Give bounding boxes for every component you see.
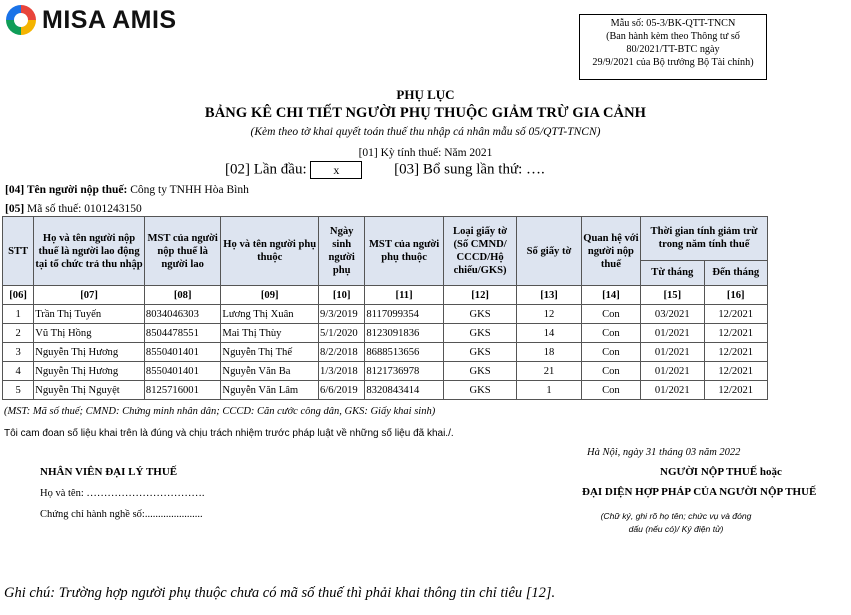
form-circular: 80/2021/TT-BTC ngày [626, 44, 720, 55]
code-row [3, 286, 768, 305]
signature-hint-line: (Chữ ký, ghi rõ họ tên; chức vụ và đóng [600, 511, 752, 521]
cell-employee: Trần Thị Tuyến [34, 305, 145, 324]
cell-doc-type: GKS [443, 324, 516, 343]
cell-dob: 9/3/2019 [319, 305, 365, 324]
taxpayer-code-value: Mã số thuế: 0101243150 [24, 203, 142, 215]
cell-doc-no: 21 [517, 362, 581, 381]
tax-period-code: [01] [358, 147, 378, 159]
cell-doc-type: GKS [443, 305, 516, 324]
appendix-title: PHỤ LỤC [396, 87, 455, 102]
signing-date: Hà Nội, ngày 31 tháng 03 năm 2022 [587, 447, 741, 458]
code-cell: [15] [641, 286, 704, 305]
table-row [3, 381, 768, 400]
cell-from: 01/2021 [641, 324, 704, 343]
signature-hint [586, 510, 766, 536]
form-ministry: 29/9/2021 của Bộ trưởng Bộ Tài chính) [592, 57, 754, 68]
taxpayer-code-row [5, 203, 142, 215]
cell-stt: 2 [3, 324, 34, 343]
code-cell: [11] [365, 286, 444, 305]
cell-doc-no: 1 [517, 381, 581, 400]
cell-doc-no: 12 [517, 305, 581, 324]
header-dependent: Họ và tên người phụ thuộc [221, 217, 319, 286]
cell-relation: Con [581, 362, 640, 381]
cell-dob: 1/3/2018 [319, 362, 365, 381]
cell-dob: 5/1/2020 [319, 324, 365, 343]
cell-from: 01/2021 [641, 381, 704, 400]
cell-dependent-mst: 8320843414 [365, 381, 444, 400]
code-cell: [16] [704, 286, 768, 305]
cell-dependent: Nguyễn Văn Lâm [221, 381, 319, 400]
supplement-label: [03] Bổ sung lần thứ: …. [394, 161, 545, 178]
cell-doc-type: GKS [443, 362, 516, 381]
table-row [3, 324, 768, 343]
agent-title: NHÂN VIÊN ĐẠI LÝ THUẾ [40, 466, 178, 478]
first-time-checkbox[interactable]: x [310, 161, 362, 179]
taxpayer-code-label: [05] [5, 203, 25, 215]
code-cell: [10] [319, 286, 365, 305]
misa-logo-icon [6, 5, 36, 35]
cell-employee-mst: 8550401401 [144, 362, 221, 381]
cell-employee-mst: 8034046303 [144, 305, 221, 324]
cell-employee-mst: 8125716001 [144, 381, 221, 400]
cell-dependent: Nguyễn Thị Thế [221, 343, 319, 362]
tax-period-label: Kỳ tính thuế: Năm 2021 [377, 147, 493, 159]
cell-relation: Con [581, 324, 640, 343]
code-cell: [07] [34, 286, 145, 305]
code-cell: [12] [443, 286, 516, 305]
header-doc-no: Số giấy tờ [517, 217, 581, 286]
header-relation: Quan hệ với người nộp thuế [581, 217, 640, 286]
cell-to: 12/2021 [704, 362, 768, 381]
document-title: BẢNG KÊ CHI TIẾT NGƯỜI PHỤ THUỘC GIẢM TRỪ GIA CẢNH [204, 105, 647, 121]
taxpayer-name-value: Công ty TNHH Hòa Bình [127, 184, 249, 196]
header-employee: Họ và tên người nộp thuế là người lao động tại tổ chức trả thu nhập [34, 217, 145, 286]
cell-employee-mst: 8550401401 [144, 343, 221, 362]
cell-dependent-mst: 8688513656 [365, 343, 444, 362]
taxpayer-name-row [5, 184, 249, 196]
cell-employee-mst: 8504478551 [144, 324, 221, 343]
cell-dependent: Mai Thị Thùy [221, 324, 319, 343]
cell-stt: 4 [3, 362, 34, 381]
declaration-text: Tôi cam đoan số liệu khai trên là đúng và chịu trách nhiệm trước pháp luật về những số liệu đã khai./. [4, 428, 454, 439]
code-cell: [09] [221, 286, 319, 305]
cell-dependent-mst: 8117099354 [365, 305, 444, 324]
first-time-label: [02] Lần đầu: [225, 161, 307, 178]
cell-relation: Con [581, 381, 640, 400]
form-number: Mẫu số: 05-3/BK-QTT-TNCN [610, 18, 736, 29]
cell-dob: 8/2/2018 [319, 343, 365, 362]
cell-from: 01/2021 [641, 343, 704, 362]
header-dependent-mst: MST của người phụ thuộc [365, 217, 444, 286]
header-to: Đến tháng [704, 260, 768, 285]
cell-stt: 3 [3, 343, 34, 362]
cell-employee: Vũ Thị Hồng [34, 324, 145, 343]
agent-name-field: Họ và tên: ……………………………. [40, 488, 205, 499]
payer-title: NGƯỜI NỘP THUẾ hoặc [660, 466, 782, 478]
brand-logo [6, 4, 181, 36]
code-cell: [13] [517, 286, 581, 305]
cell-dob: 6/6/2019 [319, 381, 365, 400]
cell-relation: Con [581, 305, 640, 324]
header-period: Thời gian tính giảm trừ trong năm tính thuế [641, 217, 768, 261]
cell-doc-type: GKS [443, 381, 516, 400]
header-dob: Ngày sinh người phụ [319, 217, 365, 286]
document-subtitle: (Kèm theo tờ khai quyết toán thuế thu nhập cá nhân mẫu số 05/QTT-TNCN) [250, 126, 601, 138]
cell-dependent: Lương Thị Xuân [221, 305, 319, 324]
cell-from: 01/2021 [641, 362, 704, 381]
tax-period [0, 147, 851, 159]
abbreviation-note: (MST: Mã số thuế; CMND: Chứng minh nhân dân; CCCD: Căn cước công dân, GKS: Giấy khai sinh) [4, 406, 436, 417]
code-cell: [14] [581, 286, 640, 305]
header-employee-mst: MST của người nộp thuế là người lao [144, 217, 221, 286]
cell-employee: Nguyễn Thị Hương [34, 362, 145, 381]
cell-doc-type: GKS [443, 343, 516, 362]
cell-employee: Nguyễn Thị Hương [34, 343, 145, 362]
taxpayer-name-label: [04] Tên người nộp thuế: [5, 184, 128, 196]
form-number-box [579, 14, 767, 80]
code-cell: [06] [3, 286, 34, 305]
cell-from: 03/2021 [641, 305, 704, 324]
cell-to: 12/2021 [704, 324, 768, 343]
cell-to: 12/2021 [704, 343, 768, 362]
cell-doc-no: 14 [517, 324, 581, 343]
cell-employee: Nguyễn Thị Nguyệt [34, 381, 145, 400]
header-stt: STT [3, 217, 34, 286]
cell-stt: 1 [3, 305, 34, 324]
header-doc-type: Loại giấy tờ (Số CMND/ CCCD/Hộ chiếu/GKS) [443, 217, 516, 286]
cell-relation: Con [581, 343, 640, 362]
table-row [3, 305, 768, 324]
agent-certificate-field: Chứng chỉ hành nghề số:...................... [40, 509, 203, 520]
brand-name: MISA AMIS [42, 5, 177, 34]
payer-representative-title: ĐẠI DIỆN HỢP PHÁP CỦA NGƯỜI NỘP THUẾ [582, 486, 817, 498]
dependents-table [2, 216, 768, 400]
cell-dependent-mst: 8123091836 [365, 324, 444, 343]
table-row [3, 362, 768, 381]
cell-dependent-mst: 8121736978 [365, 362, 444, 381]
table-row [3, 343, 768, 362]
signature-hint-line: dấu (nếu có)/ Ký điện tử) [628, 524, 724, 534]
code-cell: [08] [144, 286, 221, 305]
header-from: Từ tháng [641, 260, 704, 285]
cell-to: 12/2021 [704, 305, 768, 324]
filing-type-row [225, 161, 545, 179]
form-issued-line: (Ban hành kèm theo Thông tư số [606, 31, 740, 42]
cell-to: 12/2021 [704, 381, 768, 400]
cell-dependent: Nguyễn Văn Ba [221, 362, 319, 381]
cell-doc-no: 18 [517, 343, 581, 362]
bottom-note: Ghi chú: Trường hợp người phụ thuộc chưa có mã số thuế thì phải khai thông tin chỉ tiêu [12]. [4, 585, 556, 601]
cell-stt: 5 [3, 381, 34, 400]
